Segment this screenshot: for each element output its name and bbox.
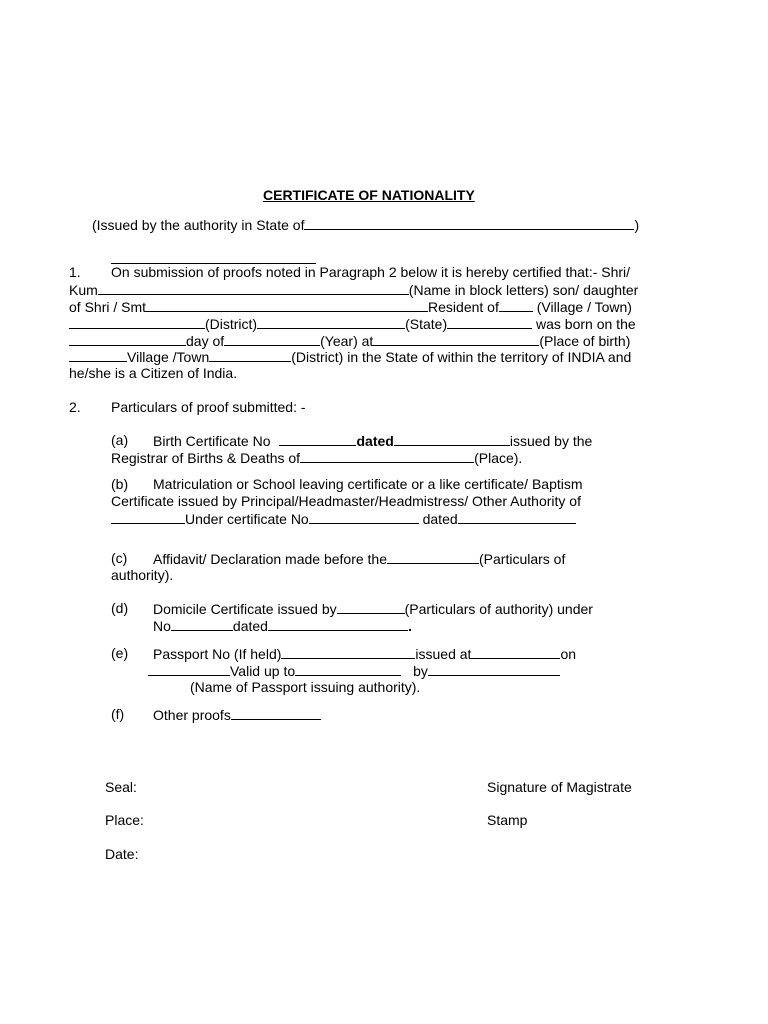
day-blank[interactable] — [69, 332, 186, 346]
state-name-blank[interactable] — [257, 315, 405, 329]
registrar-label: Registrar of Births & Deaths of — [111, 450, 301, 466]
item-d-mark: (d) — [111, 600, 129, 616]
no-label: No — [153, 618, 171, 634]
cert-no-blank[interactable] — [309, 510, 419, 524]
item-a-line1 — [153, 432, 592, 450]
cert-no-label: Under certificate No — [185, 511, 309, 527]
issued-by-label-a: issued by the — [509, 433, 593, 449]
valid-up-to-label: Valid up to — [230, 663, 296, 679]
registrar-place-blank-2[interactable] — [356, 449, 474, 463]
place-label: (Place). — [474, 450, 523, 466]
year-blank[interactable] — [224, 332, 320, 346]
dated-label-d: dated — [232, 618, 268, 634]
item-f-mark: (f) — [111, 706, 125, 722]
passport-no-blank[interactable] — [281, 645, 415, 659]
dated-label-b: dated — [418, 511, 458, 527]
kum-label: Kum — [69, 282, 98, 298]
village-town-label: Village /Town — [127, 349, 210, 365]
other-proofs-label: Other proofs — [153, 707, 231, 723]
item-c-line2: authority). — [111, 567, 174, 583]
para2-number: 2. — [69, 399, 81, 415]
other-proofs-blank[interactable] — [231, 706, 321, 720]
domicile-label: Domicile Certificate issued by — [153, 601, 337, 617]
year-label: (Year) at — [320, 333, 374, 349]
parent-name-blank[interactable] — [146, 298, 428, 312]
item-c-mark: (c) — [111, 550, 128, 566]
para1-line4 — [69, 315, 636, 333]
dated-label: dated — [356, 433, 394, 449]
domicile-date-blank[interactable] — [268, 617, 408, 631]
birth-cert-label: Birth Certificate No — [153, 433, 271, 449]
name-label: (Name in block letters) son/ daughter — [408, 282, 639, 298]
on-label: on — [560, 646, 577, 662]
affidavit-blank[interactable] — [387, 550, 479, 564]
village-blank[interactable] — [499, 298, 533, 312]
issued-by-close: ) — [634, 217, 640, 233]
document-title: CERTIFICATE OF NATIONALITY — [263, 187, 475, 203]
territory-label: (District) in the State of within the territory of INDIA and — [291, 349, 632, 365]
item-d-line1 — [153, 600, 593, 618]
date-label: Date: — [105, 846, 139, 862]
issued-at-blank[interactable] — [471, 645, 560, 659]
item-e-line2 — [148, 662, 560, 680]
issue-date-blank[interactable] — [148, 662, 230, 676]
village-town-blank[interactable] — [69, 348, 127, 362]
parent-label: of Shri / Smt — [69, 299, 147, 315]
birthdate-blank[interactable] — [447, 315, 532, 329]
particulars-under-label: (Particulars of authority) under — [404, 601, 593, 617]
item-c-line1 — [153, 550, 565, 568]
para1-line7: he/she is a Citizen of India. — [69, 365, 238, 381]
item-e-line1 — [153, 645, 576, 663]
authority-blank[interactable] — [111, 510, 185, 524]
birthplace-blank[interactable] — [373, 332, 539, 346]
district-label: (District) — [205, 316, 258, 332]
domicile-no-blank[interactable] — [171, 617, 233, 631]
item-b-line1: Matriculation or School leaving certificate or a like certificate/ Baptism — [153, 476, 583, 492]
item-e-mark: (e) — [111, 645, 129, 661]
item-e-line3: (Name of Passport issuing authority). — [190, 679, 421, 695]
issuing-authority-blank[interactable] — [428, 662, 560, 676]
stamp-label: Stamp — [487, 812, 528, 828]
para1-line1-a: On submission of proofs noted in — [111, 264, 316, 280]
name-blank[interactable] — [98, 281, 409, 295]
para1-line2 — [69, 281, 638, 299]
day-label: day of — [186, 333, 225, 349]
particulars-label: (Particulars of — [479, 551, 566, 567]
para1-number: 1. — [69, 264, 81, 280]
valid-date-blank[interactable] — [295, 662, 401, 676]
place-label-footer: Place: — [105, 812, 144, 828]
village-label: (Village / Town) — [532, 299, 632, 315]
state-blank[interactable] — [304, 216, 634, 230]
item-b-mark: (b) — [111, 476, 129, 492]
period-mark: . — [407, 618, 412, 634]
item-f-line1 — [153, 706, 321, 724]
para2-heading: Particulars of proof submitted: - — [111, 399, 306, 415]
resident-label: Resident of — [428, 299, 499, 315]
born-label: was born on the — [532, 316, 636, 332]
item-d-line2 — [153, 617, 412, 635]
issued-by-line — [92, 216, 639, 234]
para1-line3 — [69, 298, 632, 316]
passport-label: Passport No (If held) — [153, 646, 282, 662]
item-a-mark: (a) — [111, 432, 129, 448]
state-label: (State) — [405, 316, 448, 332]
para1-line6 — [69, 348, 631, 366]
issued-by-label: (Issued by the authority in State of — [92, 217, 305, 233]
domicile-blank[interactable] — [337, 600, 405, 614]
district-blank[interactable] — [69, 315, 205, 329]
district2-blank[interactable] — [209, 348, 291, 362]
by-label: by — [413, 663, 428, 679]
issued-at-label: issued at — [415, 646, 472, 662]
affidavit-label: Affidavit/ Declaration made before the — [153, 551, 387, 567]
para1-line1-b: Paragraph 2 below it is hereby certified that:- Shri/ — [315, 264, 631, 280]
item-b-line3 — [111, 510, 576, 528]
item-a-line2 — [111, 449, 522, 467]
birth-cert-no-blank[interactable] — [279, 432, 356, 446]
para1-line1 — [111, 264, 630, 281]
birth-cert-date-blank[interactable] — [394, 432, 510, 446]
birthplace-label: (Place of birth) — [539, 333, 631, 349]
signature-label: Signature of Magistrate — [487, 779, 632, 795]
cert-date-blank[interactable] — [458, 510, 576, 524]
item-b-line2: Certificate issued by Principal/Headmaster/Headmistress/ Other Authority of — [111, 493, 581, 509]
seal-label: Seal: — [105, 779, 137, 795]
registrar-place-blank-1[interactable] — [300, 449, 356, 463]
